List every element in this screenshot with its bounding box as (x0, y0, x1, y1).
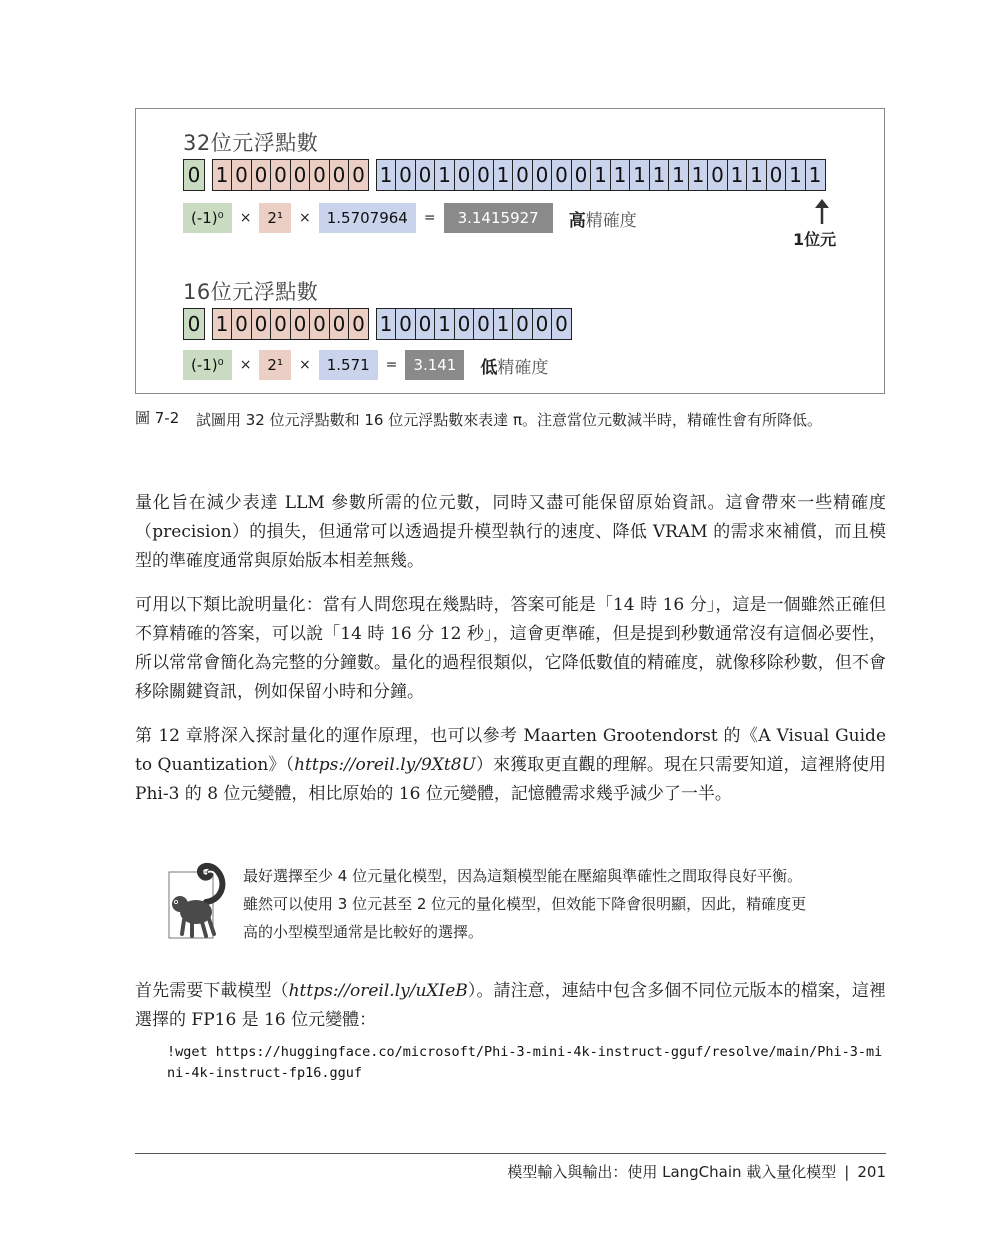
times-sign: × (298, 357, 311, 373)
page-number: 201 (857, 1162, 886, 1181)
fp32-exponent-bit-cell: 0 (309, 159, 330, 191)
figure-caption-label: 圖 7-2 (135, 409, 180, 427)
fp32-mantissa-bit-cell: 1 (805, 159, 826, 191)
times-sign: × (239, 357, 252, 373)
paragraph-download-model: 首先需要下載模型（https://oreil.ly/uXIeB）。請注意，連結中包含多個不同位元版本的檔案，這裡選擇的 FP16 是 16 位元變體： (135, 981, 887, 1030)
fp32-mantissa-bits (376, 159, 825, 191)
fp32-mantissa-bit-cell: 0 (473, 159, 494, 191)
fp32-result: 3.1415927 (444, 203, 553, 233)
fp32-mantissa-bit-cell: 1 (376, 159, 397, 191)
fp16-mantissa-bit-cell: 0 (532, 308, 553, 340)
fp32-mantissa-bit-cell: 1 (649, 159, 670, 191)
visual-guide-link[interactable]: https://oreil.ly/9Xt8U (294, 755, 476, 775)
fp32-mantissa-bit-cell: 0 (571, 159, 592, 191)
fp32-mantissa-bit-cell: 0 (415, 159, 436, 191)
fp32-mantissa-bit-cell: 0 (766, 159, 787, 191)
fp32-mantissa-bit-cell: 1 (746, 159, 767, 191)
fp16-exponent-bit-cell: 0 (270, 308, 291, 340)
fp32-exponent-bit-cell: 1 (212, 159, 233, 191)
fp16-mantissa-bit-cell: 0 (551, 308, 572, 340)
fp32-exponent-bit-cell: 0 (251, 159, 272, 191)
fp16-exponent-bit-cell: 0 (290, 308, 311, 340)
times-sign: × (239, 210, 252, 226)
fp32-mantissa-term: 1.5707964 (319, 203, 416, 233)
model-download-link[interactable]: https://oreil.ly/uXIeB (288, 981, 468, 1001)
fp16-mantissa-bits (376, 308, 571, 340)
fp32-mantissa-bit-cell: 0 (512, 159, 533, 191)
fp16-mantissa-bit-cell: 1 (434, 308, 455, 340)
fp16-sign-term: (-1)⁰ (183, 350, 232, 380)
fp32-mantissa-bit-cell: 1 (629, 159, 650, 191)
paragraph-quantization-intro: 量化旨在減少表達 LLM 參數所需的位元數，同時又盡可能保留原始資訊。這會帶來一些精確度（precision）的損失，但通常可以透過提升模型執行的速度、降低 VRAM 的需求來補償，而且模型的準確度通常與原始版本相差無幾。 (135, 493, 886, 571)
code-block-wget: !wget https://huggingface.co/microsoft/Phi-3-mini-4k-instruct-gguf/resolve/main/Phi-3-mini-4k-instruct-fp16.gguf (167, 1044, 883, 1081)
paragraph-analogy: 可用以下類比說明量化：當有人問您現在幾點時，答案可能是「14 時 16 分」，這是一個雖然正確但不算精確的答案，可以說「14 時 16 分 12 秒」，這會更準確，但是提到秒數通常沒有這個必要性，所以常常會簡化為完整的分鐘數。量化的過程很類似，它降低數值的精確度，就像移除秒數，但不會移除關鍵資訊，例如保留小時和分鐘。 (135, 595, 886, 702)
fp32-mantissa-bit-cell: 1 (727, 159, 748, 191)
times-sign: × (298, 210, 311, 226)
fp16-exponent-bit-cell: 0 (251, 308, 272, 340)
fp16-exponent-bit-cell: 0 (309, 308, 330, 340)
fp16-mantissa-bit-cell: 1 (493, 308, 514, 340)
up-arrow-icon (812, 199, 832, 225)
fp16-exponent-bits (212, 308, 368, 340)
page-footer (507, 1161, 886, 1182)
fp32-exponent-bit-cell: 0 (329, 159, 350, 191)
footer-separator: | (844, 1162, 850, 1181)
fp32-exponent-bit-cell: 0 (231, 159, 252, 191)
fp32-sign-bits (183, 159, 204, 191)
fp16-formula (183, 350, 548, 380)
fp32-bit-row (183, 159, 824, 191)
fp32-exponent-bit-cell: 0 (290, 159, 311, 191)
fp32-formula (183, 203, 637, 233)
low-precision-label: 低精確度 (480, 357, 549, 378)
fp16-bit-row (183, 308, 571, 340)
fp16-mantissa-term: 1.571 (319, 350, 378, 380)
fp16-mantissa-bit-cell: 1 (376, 308, 397, 340)
one-bit-label: 1位元 (793, 230, 837, 249)
equals-sign: = (423, 210, 436, 226)
fp32-mantissa-bit-cell: 1 (688, 159, 709, 191)
fp32-mantissa-bit-cell: 0 (454, 159, 475, 191)
fp32-title: 32位元浮點數 (183, 131, 319, 155)
fp16-mantissa-bit-cell: 0 (512, 308, 533, 340)
fp16-sign-bits (183, 308, 204, 340)
fp32-exponent-bit-cell: 0 (348, 159, 369, 191)
paragraph-further-reading: 第 12 章將深入探討量化的運作原理，也可以參考 Maarten Grootendorst 的《A Visual Guide to Quantization》（https://oreil.ly/9Xt8U）來獲取更直觀的理解。現在只需要知道，這裡將使用 Phi-3 的 8 位元變體，相比原始的 16 位元變體，記憶體需求幾乎減少了一半。 (135, 726, 886, 804)
fp16-title: 16位元浮點數 (183, 280, 319, 304)
fp32-exponent-bits (212, 159, 368, 191)
fp32-sign-bit-cell: 0 (183, 159, 205, 191)
equals-sign: = (385, 357, 398, 373)
footer-chapter-title: 模型輸入與輸出：使用 LangChain 載入量化模型 (507, 1163, 837, 1181)
fp32-sign-term: (-1)⁰ (183, 203, 232, 233)
fp32-mantissa-bit-cell: 1 (434, 159, 455, 191)
fp16-mantissa-bit-cell: 0 (473, 308, 494, 340)
fp32-mantissa-bit-cell: 1 (610, 159, 631, 191)
tip-text: 最好選擇至少 4 位元量化模型，因為這類模型能在壓縮與準確性之間取得良好平衡。雖然可以使用 3 位元甚至 2 位元的量化模型，但效能下降會很明顯，因此，精確度更高的小型模型通常是比較好的選擇。 (243, 867, 807, 941)
fp16-sign-bit-cell: 0 (183, 308, 205, 340)
footer-divider (135, 1153, 886, 1154)
fp32-mantissa-bit-cell: 0 (395, 159, 416, 191)
fp32-mantissa-bit-cell: 0 (532, 159, 553, 191)
fp32-mantissa-bit-cell: 1 (590, 159, 611, 191)
fp32-mantissa-bit-cell: 1 (668, 159, 689, 191)
fp16-exponent-bit-cell: 0 (231, 308, 252, 340)
figure-caption-text: 試圖用 32 位元浮點數和 16 位元浮點數來表達 π。注意當位元數減半時，精確性會有所降低。 (196, 411, 823, 429)
fp16-exponent-bit-cell: 0 (329, 308, 350, 340)
fp16-mantissa-bit-cell: 0 (395, 308, 416, 340)
fp16-exponent-bit-cell: 0 (348, 308, 369, 340)
fp32-mantissa-bit-cell: 1 (493, 159, 514, 191)
fp32-mantissa-bit-cell: 0 (551, 159, 572, 191)
fp32-mantissa-bit-cell: 1 (785, 159, 806, 191)
fp16-exponent-bit-cell: 1 (212, 308, 233, 340)
fp16-result: 3.141 (405, 350, 464, 380)
fp16-mantissa-bit-cell: 0 (415, 308, 436, 340)
lemur-tip-icon (168, 858, 230, 940)
fp32-exponent-bit-cell: 0 (270, 159, 291, 191)
fp32-mantissa-bit-cell: 0 (707, 159, 728, 191)
fp16-exponent-term: 2¹ (259, 350, 291, 380)
fp32-exponent-term: 2¹ (259, 203, 291, 233)
high-precision-label: 高精確度 (568, 210, 637, 231)
fp16-mantissa-bit-cell: 0 (454, 308, 475, 340)
